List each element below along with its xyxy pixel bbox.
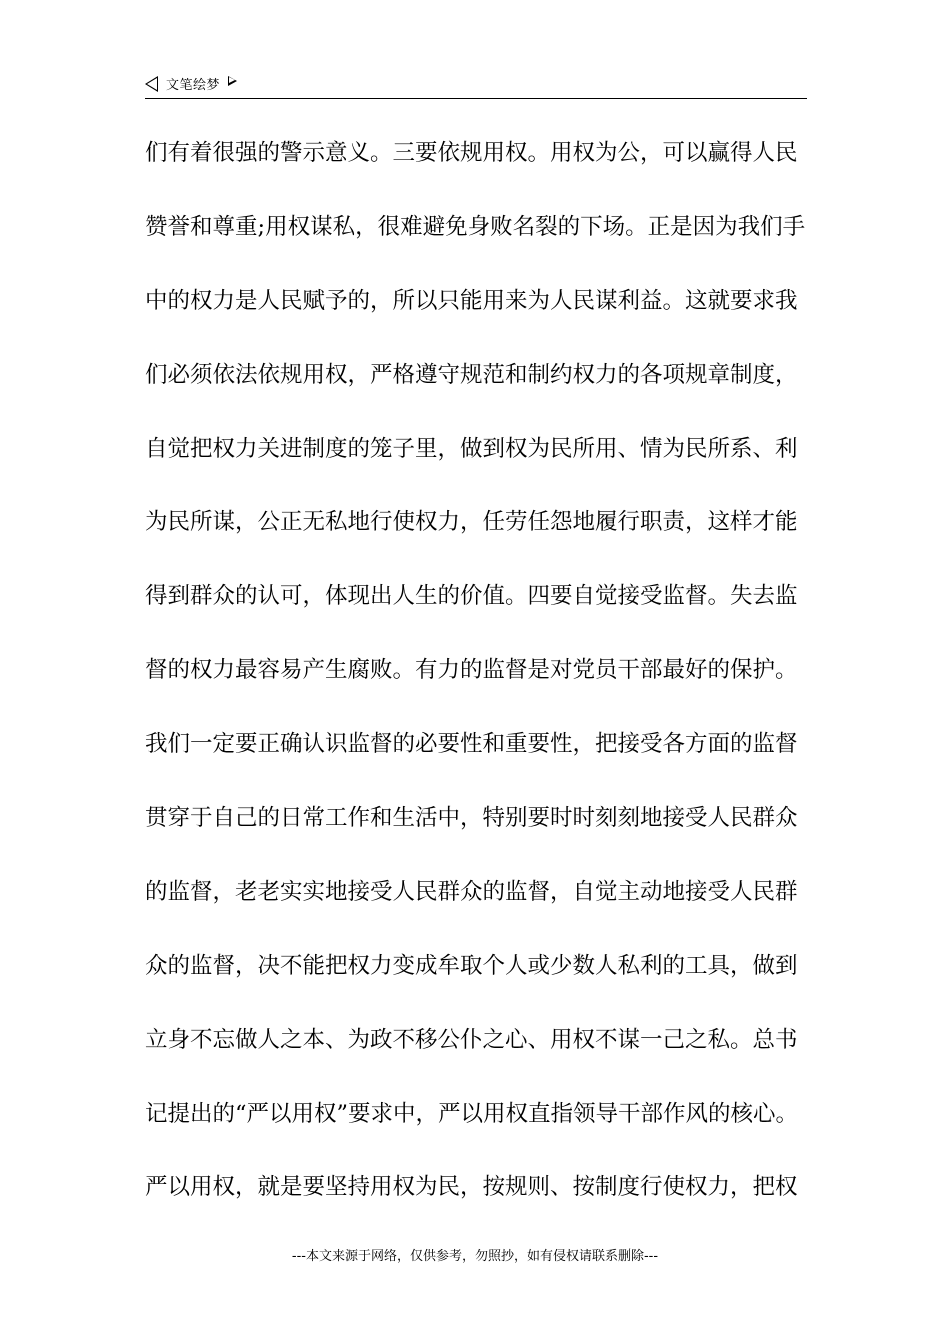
body-line: 们必须依法依规用权，严格遵守规范和制约权力的各项规章制度， <box>145 361 798 388</box>
header-brand-group <box>145 74 237 93</box>
body-line: 中的权力是人民赋予的，所以只能用来为人民谋利益。这就要求我 <box>145 287 798 314</box>
body-line: 严以用权，就是要坚持用权为民，按规则、按制度行使权力，把权 <box>145 1174 798 1201</box>
triangle-right-outline-icon <box>228 76 237 86</box>
document-body <box>145 125 825 1233</box>
body-line: 自觉把权力关进制度的笼子里，做到权为民所用、情为民所系、利 <box>145 435 798 462</box>
body-line: 的监督，老老实实地接受人民群众的监督，自觉主动地接受人民群 <box>145 878 798 905</box>
body-line: 贯穿于自己的日常工作和生活中，特别要时时刻刻地接受人民群众 <box>145 805 798 832</box>
page-header <box>145 70 807 99</box>
body-line: 为民所谋，公正无私地行使权力，任劳任怨地履行职责，这样才能 <box>145 509 798 536</box>
body-line: 们有着很强的警示意义。三要依规用权。用权为公，可以赢得人民 <box>145 140 798 166</box>
triangle-left-outline-icon <box>145 76 158 92</box>
body-line: 立身不忘做人之本、为政不移公仆之心、用权不谋一己之私。总书 <box>145 1026 798 1053</box>
body-line: 众的监督，决不能把权力变成牟取个人或少数人私利的工具，做到 <box>145 952 798 979</box>
footer-notice: ---本文来源于网络，仅供参考，勿照抄，如有侵权请联系删除--- <box>291 1249 659 1264</box>
brand-name: 文笔绘梦 <box>166 78 221 93</box>
body-line: 记提出的“严以用权”要求中，严以用权直指领导干部作风的核心。 <box>145 1100 799 1127</box>
body-line: 督的权力最容易产生腐败。有力的监督是对党员干部最好的保护。 <box>145 657 798 684</box>
body-line: 赞誉和尊重;用权谋私，很难避免身败名裂的下场。正是因为我们手 <box>145 213 806 240</box>
body-line: 得到群众的认可，体现出人生的价值。四要自觉接受监督。失去监 <box>145 583 798 610</box>
body-line: 我们一定要正确认识监督的必要性和重要性，把接受各方面的监督 <box>145 731 798 758</box>
